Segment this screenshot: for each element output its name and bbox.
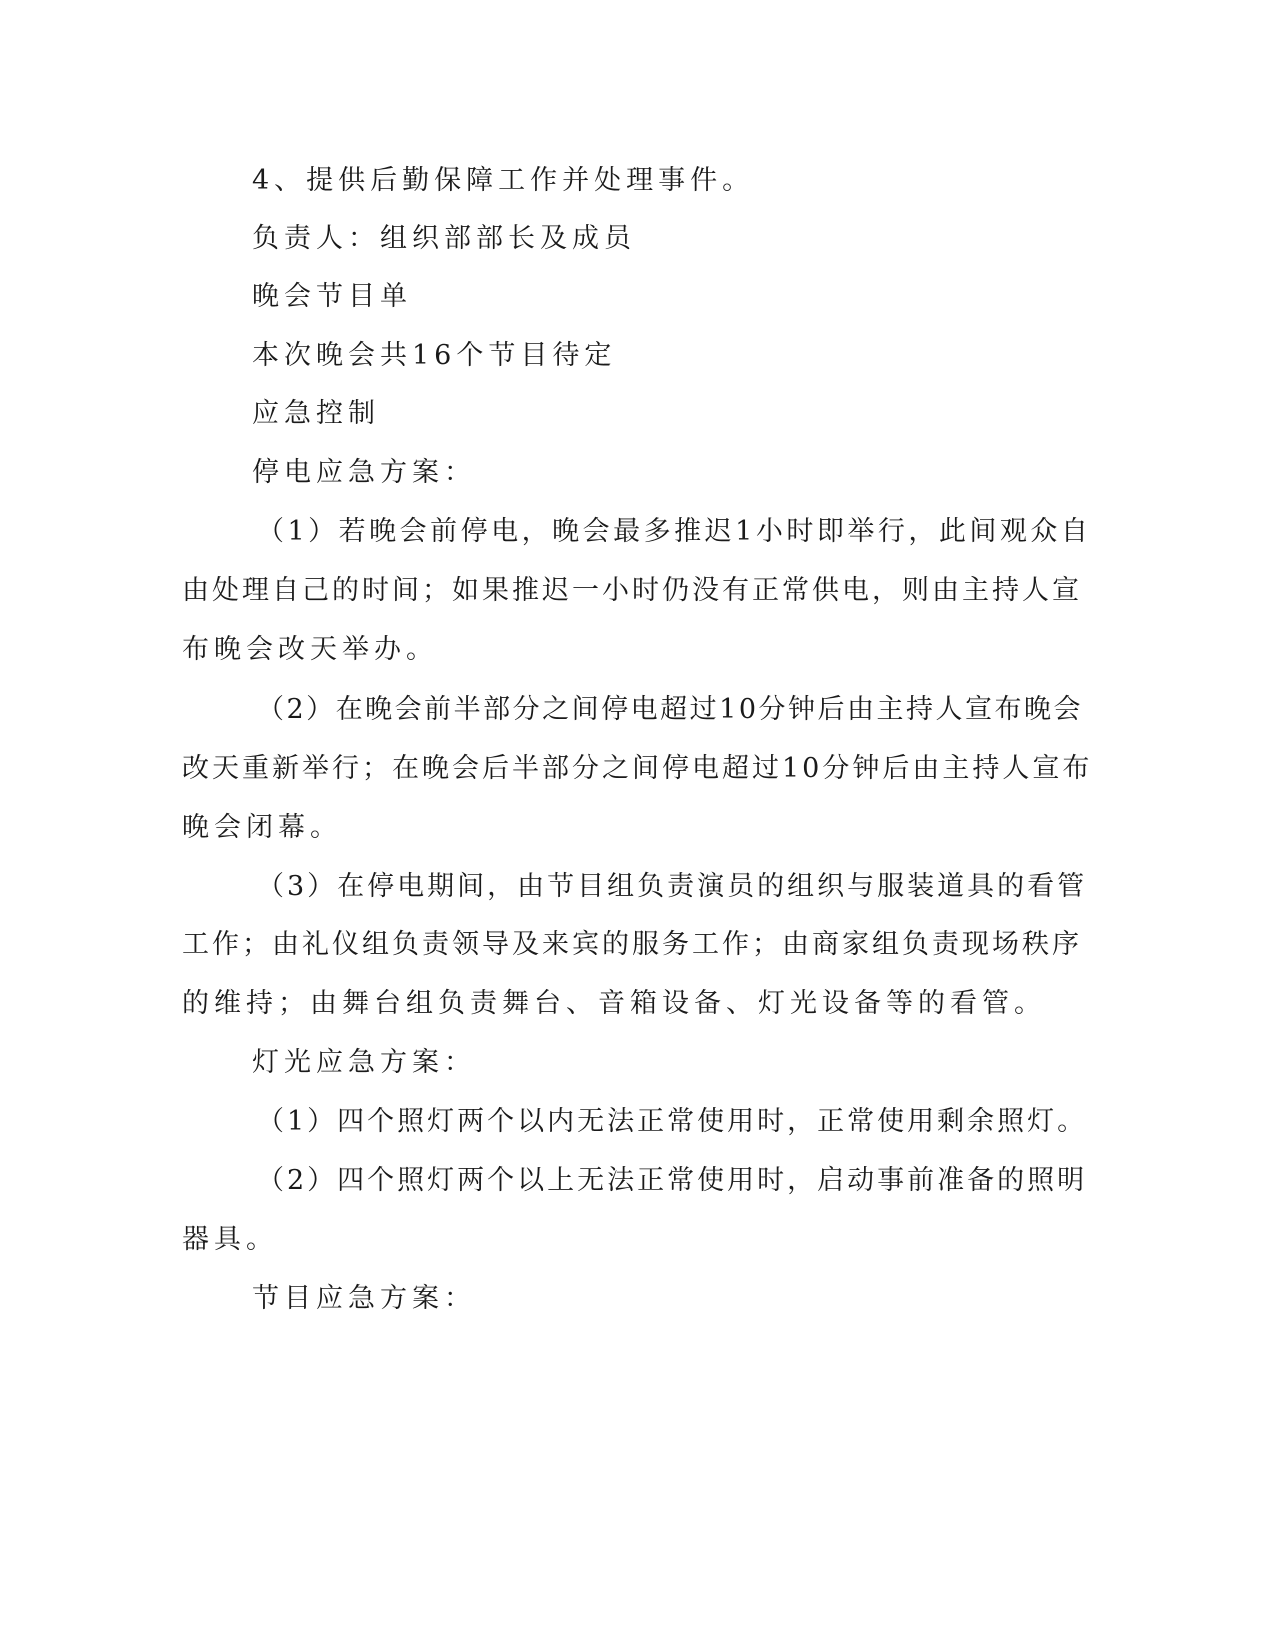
text-line-power-2c: 晚会闭幕。	[182, 812, 342, 843]
text-line-power-3a: （3）在停电期间，由节目组负责演员的组织与服装道具的看管	[257, 871, 1088, 902]
section-heading-emergency-control: 应急控制	[252, 398, 380, 429]
text-line-power-1c: 布晚会改天举办。	[182, 634, 438, 665]
text-line-power-2a: （2）在晚会前半部分之间停电超过10分钟后由主持人宣布晚会	[257, 694, 1084, 725]
text-line-lighting-1: （1）四个照灯两个以内无法正常使用时，正常使用剩余照灯。	[257, 1106, 1088, 1137]
text-line-logistics: 4、提供后勤保障工作并处理事件。	[252, 165, 755, 196]
text-line-lighting-2a: （2）四个照灯两个以上无法正常使用时，启动事前准备的照明	[257, 1165, 1088, 1196]
section-heading-power-outage: 停电应急方案：	[252, 457, 476, 488]
section-heading-program: 节目应急方案：	[252, 1283, 476, 1314]
text-line-power-3b: 工作；由礼仪组负责领导及来宾的服务工作；由商家组负责现场秩序	[182, 929, 1082, 960]
text-line-responsible: 负责人：组织部部长及成员	[252, 223, 636, 254]
text-line-power-2b: 改天重新举行；在晚会后半部分之间停电超过10分钟后由主持人宣布	[182, 753, 1093, 784]
text-line-program-count: 本次晚会共16个节目待定	[252, 340, 617, 371]
text-line-power-1a: （1）若晚会前停电，晚会最多推迟1小时即举行，此间观众自	[257, 516, 1092, 547]
text-line-power-3c: 的维持；由舞台组负责舞台、音箱设备、灯光设备等的看管。	[182, 988, 1046, 1019]
text-line-power-1b: 由处理自己的时间；如果推迟一小时仍没有正常供电，则由主持人宣	[182, 575, 1082, 606]
text-line-program-list: 晚会节目单	[252, 281, 412, 312]
text-line-lighting-2b: 器具。	[182, 1224, 278, 1255]
section-heading-lighting: 灯光应急方案：	[252, 1047, 476, 1078]
